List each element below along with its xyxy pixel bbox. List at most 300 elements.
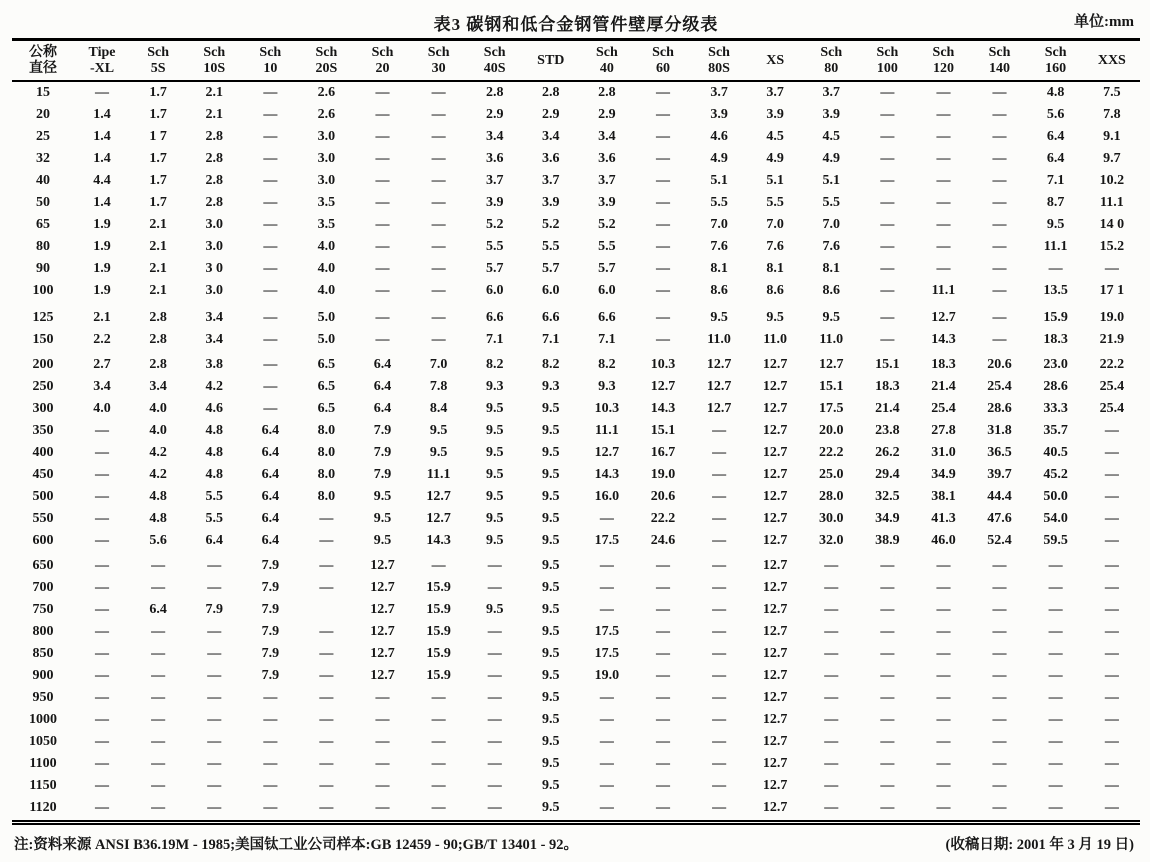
table-cell: 8.0 [317, 467, 336, 483]
table-cell: — [880, 195, 895, 211]
table-cell: 2.2 [93, 332, 111, 348]
table-cell: — [936, 151, 951, 167]
table-cell: — [712, 423, 727, 439]
table-cell: — [824, 602, 839, 618]
table-cell: 4.8 [149, 489, 167, 505]
table-cell: 11.0 [763, 332, 788, 348]
table-cell: 3.4 [205, 332, 223, 348]
table-cell: 10.3 [594, 401, 620, 417]
table-cell: — [375, 310, 390, 326]
table-cell: 7.9 [261, 558, 280, 574]
table-cell: — [599, 734, 614, 750]
table-title: 表3 碳钢和低合金钢管件壁厚分级表 [433, 15, 719, 34]
table-cell: — [880, 85, 895, 101]
row-label-dn: 950 [32, 690, 54, 706]
table-cell: — [95, 800, 110, 816]
table-row [12, 302, 1140, 329]
table-cell: 4.8 [205, 445, 223, 461]
table-cell: — [95, 467, 110, 483]
table-cell: — [936, 734, 951, 750]
table-cell: 1.4 [93, 129, 111, 145]
table-cell: — [375, 712, 390, 728]
table-cell: 9.5 [485, 445, 504, 461]
table-cell: — [880, 668, 895, 684]
table-cell: 9.5 [822, 310, 841, 326]
table-cell: — [936, 217, 951, 233]
table-cell: — [712, 533, 727, 549]
table-row [12, 508, 1140, 530]
table-cell: 2.8 [205, 151, 223, 167]
table-cell: — [95, 511, 110, 527]
table-cell: 5.1 [822, 173, 841, 189]
table-cell: 12.7 [762, 602, 788, 618]
table-cell: 12.7 [762, 756, 788, 772]
table-row [12, 376, 1140, 398]
table-cell: 9.5 [373, 511, 392, 527]
table-cell: 39.7 [987, 467, 1012, 483]
table-cell: — [1048, 778, 1063, 794]
table-cell: — [712, 712, 727, 728]
table-cell: 3.0 [317, 129, 336, 145]
table-cell: 3.9 [822, 107, 841, 123]
table-cell: — [487, 712, 502, 728]
table-cell: — [375, 800, 390, 816]
table-cell: 28.6 [987, 401, 1012, 417]
row-label-dn: 40 [36, 173, 50, 189]
table-cell: — [263, 690, 278, 706]
col-header-0 [12, 40, 74, 82]
table-cell: 1.9 [93, 261, 111, 277]
table-cell: 12.7 [762, 511, 788, 527]
table-cell: — [319, 712, 334, 728]
table-cell: — [655, 602, 670, 618]
table-cell: 9.5 [542, 401, 560, 417]
table-cell: 5.0 [317, 310, 336, 326]
table-cell: 15.1 [819, 379, 844, 395]
table-cell: — [880, 261, 895, 277]
col-header-17 [972, 40, 1028, 82]
table-cell: 7.9 [261, 602, 280, 618]
table-cell: 12.7 [762, 467, 788, 483]
table-cell: 1 7 [149, 129, 167, 145]
table-cell: 9.7 [1103, 151, 1121, 167]
table-cell: 9.1 [1103, 129, 1121, 145]
table-cell: — [655, 580, 670, 596]
table-cell: 6.6 [598, 310, 616, 326]
table-cell: 38.9 [875, 533, 900, 549]
table-cell: — [880, 756, 895, 772]
col-header-line1: Tipe [88, 45, 116, 60]
table-cell: — [95, 712, 110, 728]
table-cell: 6.4 [261, 489, 280, 505]
table-cell: — [151, 580, 166, 596]
table-cell: — [1048, 261, 1063, 277]
row-label-dn: 400 [32, 445, 54, 461]
table-cell: 27.8 [931, 423, 956, 439]
table-cell: 18.3 [1043, 332, 1068, 348]
col-header-line2: 10S [203, 61, 226, 77]
table-cell: 15.9 [426, 624, 451, 640]
table-cell: — [319, 668, 334, 684]
table-cell: 4.8 [149, 511, 167, 527]
table-cell: 38.1 [931, 489, 956, 505]
table-cell: — [824, 558, 839, 574]
table-cell: 25.4 [1099, 379, 1125, 395]
table-cell: — [319, 558, 334, 574]
table-cell: 12.7 [426, 511, 451, 527]
table-row [12, 258, 1140, 280]
table-cell: 10.3 [650, 357, 676, 373]
table-cell: 7.5 [1103, 85, 1121, 101]
table-cell: 9.5 [485, 511, 504, 527]
table-cell: — [936, 558, 951, 574]
table-cell: — [936, 756, 951, 772]
table-cell: — [431, 712, 446, 728]
table-cell: 4.5 [822, 129, 841, 145]
table-cell: — [712, 734, 727, 750]
table-cell: 3.7 [710, 85, 728, 101]
table-cell: 6.4 [373, 401, 392, 417]
table-cell: 17.5 [594, 624, 620, 640]
table-cell: 9.3 [485, 379, 504, 395]
unit-label: 单位:mm [1074, 14, 1134, 30]
table-cell: — [1104, 558, 1119, 574]
table-cell: 18.3 [875, 379, 900, 395]
table-cell: 6.5 [317, 379, 336, 395]
table-cell: 5.5 [205, 511, 223, 527]
table-cell: 11.1 [931, 283, 956, 299]
table-cell: 21.4 [931, 379, 956, 395]
table-cell: 6.4 [261, 445, 280, 461]
table-cell: — [1104, 734, 1119, 750]
table-cell: 1.7 [149, 107, 167, 123]
table-cell: — [319, 756, 334, 772]
row-label-dn: 550 [32, 511, 54, 527]
table-cell: 17 1 [1099, 283, 1125, 299]
table-cell: 7.9 [261, 624, 280, 640]
table-cell: — [95, 668, 110, 684]
table-cell: 9.5 [485, 401, 504, 417]
table-cell: — [263, 332, 278, 348]
table-cell: 31.0 [931, 445, 956, 461]
table-cell: 21.9 [1099, 332, 1125, 348]
table-cell: — [936, 580, 951, 596]
table-cell: 26.2 [875, 445, 900, 461]
table-cell: — [207, 734, 222, 750]
table-cell: — [151, 558, 166, 574]
table-row [12, 148, 1140, 170]
table-cell: 8.6 [766, 283, 784, 299]
table-cell: — [880, 778, 895, 794]
table-cell: — [824, 580, 839, 596]
table-cell: 8.6 [822, 283, 841, 299]
row-label-dn: 500 [32, 489, 54, 505]
table-cell: 45.2 [1043, 467, 1068, 483]
table-cell: 16.7 [650, 445, 676, 461]
table-cell: 1.7 [149, 195, 167, 211]
table-cell: — [263, 357, 278, 373]
table-cell: 3.9 [710, 107, 728, 123]
table-cell: 4.9 [710, 151, 728, 167]
table-cell: — [599, 558, 614, 574]
table-cell: — [431, 151, 446, 167]
table-cell: — [487, 690, 502, 706]
row-label-dn: 350 [32, 423, 54, 439]
table-row [12, 214, 1140, 236]
table-cell: — [655, 107, 670, 123]
table-cell: 12.7 [762, 580, 788, 596]
table-cell: — [151, 778, 166, 794]
table-cell: — [992, 310, 1007, 326]
table-cell: — [655, 173, 670, 189]
table-cell: 1.7 [149, 173, 167, 189]
table-cell: 9.5 [542, 734, 560, 750]
table-cell: — [319, 511, 334, 527]
table-cell: 12.7 [931, 310, 956, 326]
table-cell: — [431, 85, 446, 101]
table-cell: — [655, 332, 670, 348]
table-cell: — [655, 195, 670, 211]
table-cell: — [712, 511, 727, 527]
table-cell: 12.7 [706, 379, 732, 395]
table-cell: 18.3 [931, 357, 956, 373]
table-cell: — [936, 602, 951, 618]
table-cell: — [992, 646, 1007, 662]
table-cell: — [655, 129, 670, 145]
table-cell: 9.5 [485, 489, 504, 505]
table-cell: 5.2 [485, 217, 504, 233]
table-cell: — [151, 712, 166, 728]
table-cell: 7.0 [766, 217, 784, 233]
table-cell: 2.6 [317, 85, 336, 101]
table-cell: — [880, 800, 895, 816]
table-cell: 2.1 [149, 261, 167, 277]
table-cell: — [992, 217, 1007, 233]
table-cell: — [992, 690, 1007, 706]
table-cell: — [319, 580, 334, 596]
table-cell: — [880, 602, 895, 618]
table-row [12, 170, 1140, 192]
table-cell: — [1104, 511, 1119, 527]
table-cell: 17.5 [594, 533, 620, 549]
table-row [12, 398, 1140, 420]
table-cell: — [207, 624, 222, 640]
table-cell: 19.0 [650, 467, 676, 483]
table-cell: 2.6 [317, 107, 336, 123]
table-cell: 3.4 [542, 129, 560, 145]
table-cell: 5.2 [542, 217, 560, 233]
row-label-dn: 650 [32, 558, 54, 574]
table-cell: 7.1 [485, 332, 504, 348]
table-cell: 15.9 [426, 646, 451, 662]
table-cell: — [712, 445, 727, 461]
table-cell: 4.5 [766, 129, 784, 145]
table-cell: — [1048, 712, 1063, 728]
table-cell: 12.7 [370, 624, 395, 640]
table-cell: — [936, 261, 951, 277]
table-cell: — [655, 310, 670, 326]
table-cell: — [1104, 712, 1119, 728]
table-cell: 3.6 [542, 151, 560, 167]
table-cell: 31.8 [987, 423, 1012, 439]
col-header-line1: Sch [652, 45, 674, 60]
table-cell: — [712, 778, 727, 794]
row-label-dn: 65 [36, 217, 50, 233]
table-row [12, 687, 1140, 709]
table-cell: 1.4 [93, 107, 111, 123]
table-cell: 2.9 [598, 107, 616, 123]
table-cell: 9.5 [542, 580, 560, 596]
table-cell: 5.6 [149, 533, 167, 549]
table-cell: — [1048, 624, 1063, 640]
table-cell: — [712, 646, 727, 662]
table-cell: 32.5 [875, 489, 900, 505]
table-cell: — [95, 778, 110, 794]
table-cell: 3.9 [766, 107, 784, 123]
table-cell: 15.1 [875, 357, 900, 373]
table-cell: 15.9 [426, 602, 451, 618]
table-cell: — [655, 624, 670, 640]
table-cell: 2.1 [205, 107, 223, 123]
table-cell: 2.8 [205, 129, 223, 145]
table-cell: — [1104, 646, 1119, 662]
table-cell: — [263, 712, 278, 728]
table-cell: — [375, 173, 390, 189]
table-cell: — [487, 580, 502, 596]
table-cell: — [824, 646, 839, 662]
table-cell: — [263, 217, 278, 233]
table-cell: 20.6 [650, 489, 676, 505]
table-cell: — [992, 580, 1007, 596]
table-cell: 40.5 [1043, 445, 1068, 461]
table-row [12, 192, 1140, 214]
table-cell: 12.7 [762, 533, 788, 549]
table-cell: — [712, 558, 727, 574]
row-label-dn: 90 [36, 261, 50, 277]
table-cell: — [263, 151, 278, 167]
table-cell: 7.1 [542, 332, 560, 348]
table-cell: 5.7 [542, 261, 560, 277]
table-cell: 6.5 [317, 357, 336, 373]
table-cell: — [936, 107, 951, 123]
table-cell: — [375, 778, 390, 794]
table-cell: 2.8 [485, 85, 504, 101]
table-cell: — [263, 129, 278, 145]
source-note: 注:资料来源 ANSI B36.19M - 1985;美国钛工业公司样本:GB 12459 - 90;GB/T 13401 - 92。 [14, 837, 579, 854]
table-cell: — [207, 558, 222, 574]
table-cell: — [936, 690, 951, 706]
table-cell: 6.6 [485, 310, 504, 326]
table-cell: 9.5 [485, 423, 504, 439]
table-cell: 2.8 [205, 195, 223, 211]
table-cell: 1.9 [93, 283, 111, 299]
row-label-dn: 800 [32, 624, 54, 640]
row-label-dn: 20 [36, 107, 50, 123]
table-cell: — [599, 778, 614, 794]
table-cell: — [95, 85, 110, 101]
table-cell: — [936, 712, 951, 728]
table-cell: — [319, 533, 334, 549]
table-cell: — [375, 151, 390, 167]
table-cell: 2.8 [542, 85, 560, 101]
table-cell: — [431, 217, 446, 233]
table-cell: 8.1 [822, 261, 841, 277]
table-cell: — [936, 195, 951, 211]
table-cell: 54.0 [1043, 511, 1068, 527]
table-cell: — [431, 800, 446, 816]
table-cell: — [95, 734, 110, 750]
table-cell: — [824, 800, 839, 816]
table-cell: 4.8 [1046, 85, 1065, 101]
table-cell: — [151, 734, 166, 750]
table-cell: 3.6 [598, 151, 616, 167]
table-cell: 12.7 [706, 401, 732, 417]
table-cell: 8.6 [710, 283, 728, 299]
table-cell: 6.4 [1046, 129, 1065, 145]
table-cell: 9.5 [542, 712, 560, 728]
table-cell: 7.9 [261, 668, 280, 684]
table-cell: — [431, 778, 446, 794]
table-cell: 6.4 [261, 511, 280, 527]
col-header-line2: -XL [89, 61, 115, 77]
table-row [12, 442, 1140, 464]
table-cell: 4.0 [317, 261, 336, 277]
table-cell: — [880, 217, 895, 233]
table-cell: — [151, 668, 166, 684]
table-cell: 9.5 [373, 489, 392, 505]
table-cell: — [936, 173, 951, 189]
table-cell: — [992, 283, 1007, 299]
table-cell: — [263, 261, 278, 277]
table-cell: 12.7 [650, 379, 676, 395]
table-cell: 17.5 [819, 401, 844, 417]
table-cell: — [655, 668, 670, 684]
table-cell: 11.1 [1043, 239, 1068, 255]
row-label-dn: 15 [36, 85, 50, 101]
table-cell: 12.7 [426, 489, 451, 505]
table-cell: — [992, 261, 1007, 277]
col-header-4 [242, 40, 298, 82]
table-cell: 3.0 [205, 239, 223, 255]
table-cell: 9.5 [542, 445, 560, 461]
title-row [12, 6, 1140, 36]
table-cell: 9.3 [598, 379, 616, 395]
table-cell: — [992, 332, 1007, 348]
row-label-dn: 125 [32, 310, 54, 326]
table-cell: 21.4 [875, 401, 900, 417]
table-cell: 1.9 [93, 239, 111, 255]
col-header-line2: 5S [150, 61, 166, 77]
table-cell: 7.8 [1103, 107, 1121, 123]
table-cell: — [319, 778, 334, 794]
table-cell: — [263, 756, 278, 772]
table-cell: 28.6 [1043, 379, 1068, 395]
col-header-line2: 100 [876, 61, 898, 77]
col-header-line1: Sch [1044, 45, 1067, 60]
table-cell: — [375, 756, 390, 772]
table-cell: — [487, 756, 502, 772]
table-cell: — [880, 580, 895, 596]
table-cell: 6.5 [317, 401, 336, 417]
table-cell: — [263, 173, 278, 189]
table-cell: — [992, 778, 1007, 794]
table-cell: 1.7 [149, 151, 167, 167]
table-cell: — [712, 467, 727, 483]
table-cell: — [263, 310, 278, 326]
table-cell: 14 0 [1099, 217, 1125, 233]
col-header-15 [859, 40, 915, 82]
table-cell: — [880, 283, 895, 299]
